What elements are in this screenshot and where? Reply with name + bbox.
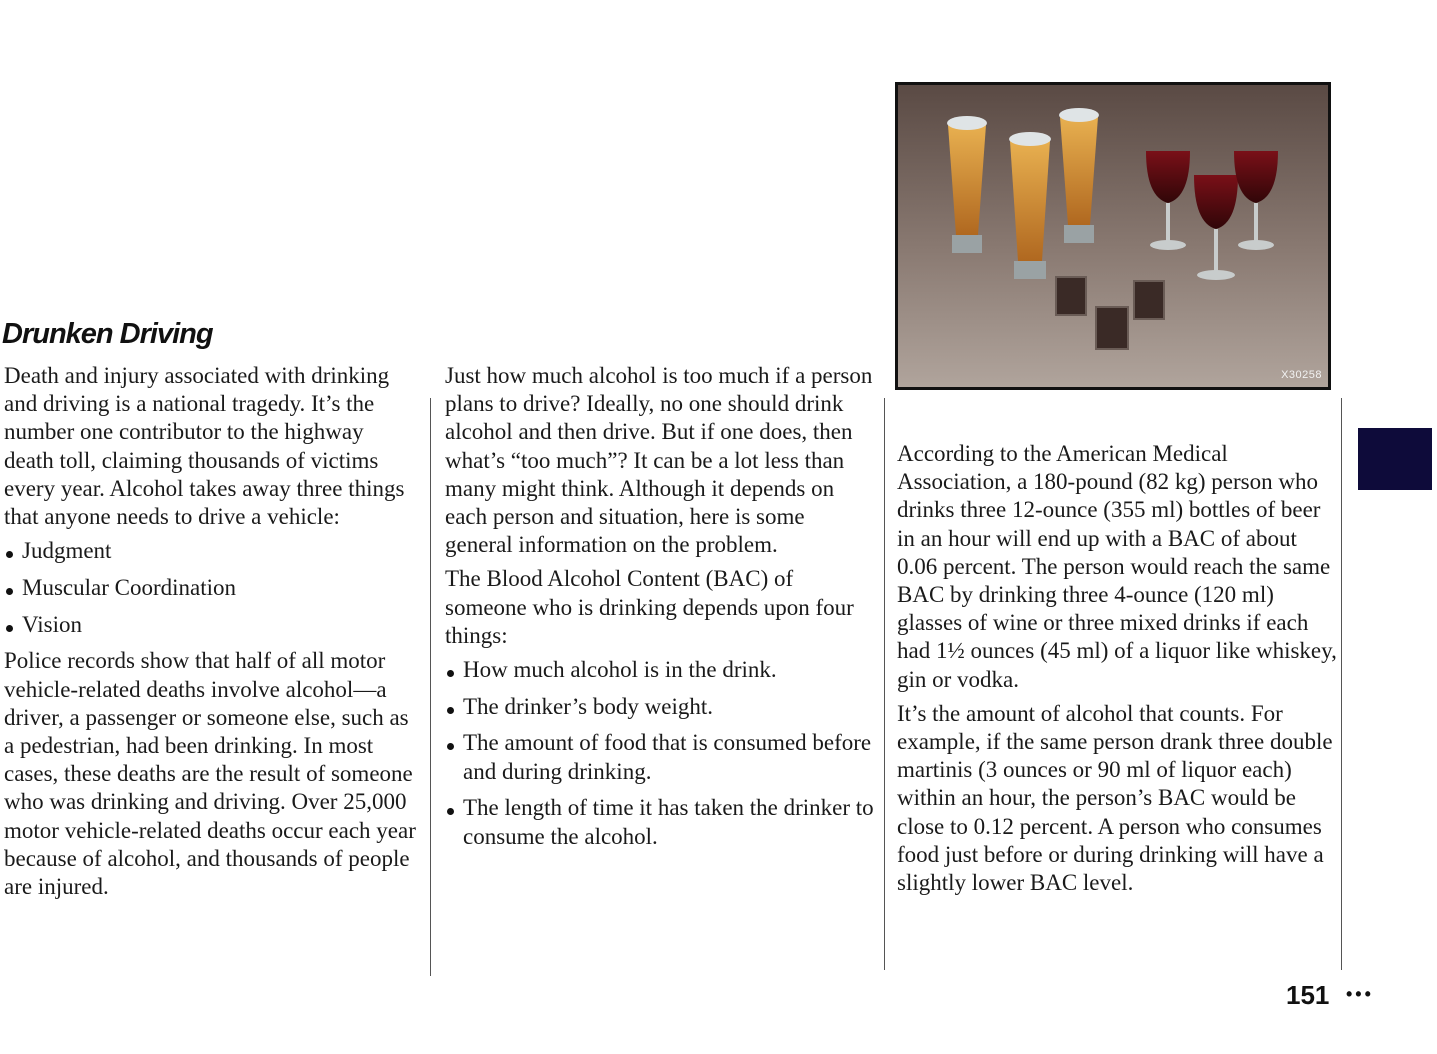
column-middle — [445, 362, 875, 859]
column-right — [897, 440, 1337, 897]
list-item: Muscular Coordination — [4, 574, 416, 602]
page-number: 151 — [1286, 980, 1330, 1010]
column-divider — [430, 398, 431, 976]
amount-counts-paragraph: It’s the amount of alcohol that counts. For example, if the same person drank three double martinis (3 ounces or 90 ml of liquor each) within an hour, the person’s BAC would be close to 0.12 percent. A person who consumes food just before or during drinking will have a slightly lower BAC level. — [897, 700, 1333, 896]
column-divider — [884, 398, 885, 970]
list-item: Vision — [4, 611, 416, 639]
how-much-paragraph: Just how much alcohol is too much if a person plans to drive? Ideally, no one should drink alcohol and then drive. But if one does, then what’s “too much”? It can be a lot less than many might think. Although it depends on each person and situation, here is some general information on the problem. — [445, 363, 873, 558]
bac-paragraph: The Blood Alcohol Content (BAC) of someone who is drinking depends upon four things: — [445, 566, 854, 648]
list-item: The amount of food that is consumed before and during drinking. — [445, 729, 875, 785]
list-item: The drinker’s body weight. — [445, 693, 875, 721]
list-item: Judgment — [4, 537, 416, 565]
bac-factors-list — [445, 656, 875, 851]
impairment-list — [4, 537, 416, 639]
photo-code: X30258 — [1281, 369, 1322, 381]
column-left — [4, 362, 416, 901]
shot-glass — [1134, 281, 1164, 319]
intro-paragraph: Death and injury associated with drinking and driving is a national tragedy. It’s the number one contributor to the highway death toll, claiming thousands of victims every year. Alcohol takes away three things that anyone needs to drive a vehicle: — [4, 363, 405, 530]
section-tab-marker — [1358, 428, 1432, 490]
column-divider — [1341, 398, 1342, 970]
section-title: Drunken Driving — [2, 318, 213, 350]
shot-glass — [1096, 307, 1128, 349]
police-records-paragraph: Police records show that half of all motor vehicle-related deaths involve alcohol—a driver, a passenger or someone else, such as a pedestrian, had been drinking. In most cases, these deaths are the result of someone who was drinking and driving. Over 25,000 motor vehicle-related deaths occur each year because of alcohol, and thousands of people are injured. — [4, 648, 416, 899]
drinks-illustration — [898, 85, 1328, 387]
list-item: The length of time it has taken the drinker to consume the alcohol. — [445, 794, 875, 850]
drinks-photo — [895, 82, 1331, 390]
list-item: How much alcohol is in the drink. — [445, 656, 875, 684]
ama-paragraph: According to the American Medical Association, a 180-pound (82 kg) person who drinks three 12-ounce (355 ml) bottles of beer in an hour will end up with a BAC of about 0.06 percent. The person would reach the same BAC by drinking three 4-ounce (120 ml) glasses of wine or three mixed drinks if each had 1½ ounces (45 ml) of a liquor like whiskey, gin or vodka. — [897, 441, 1337, 692]
shot-glass — [1056, 277, 1086, 315]
page-continuation-dots: ••• — [1346, 984, 1374, 1004]
